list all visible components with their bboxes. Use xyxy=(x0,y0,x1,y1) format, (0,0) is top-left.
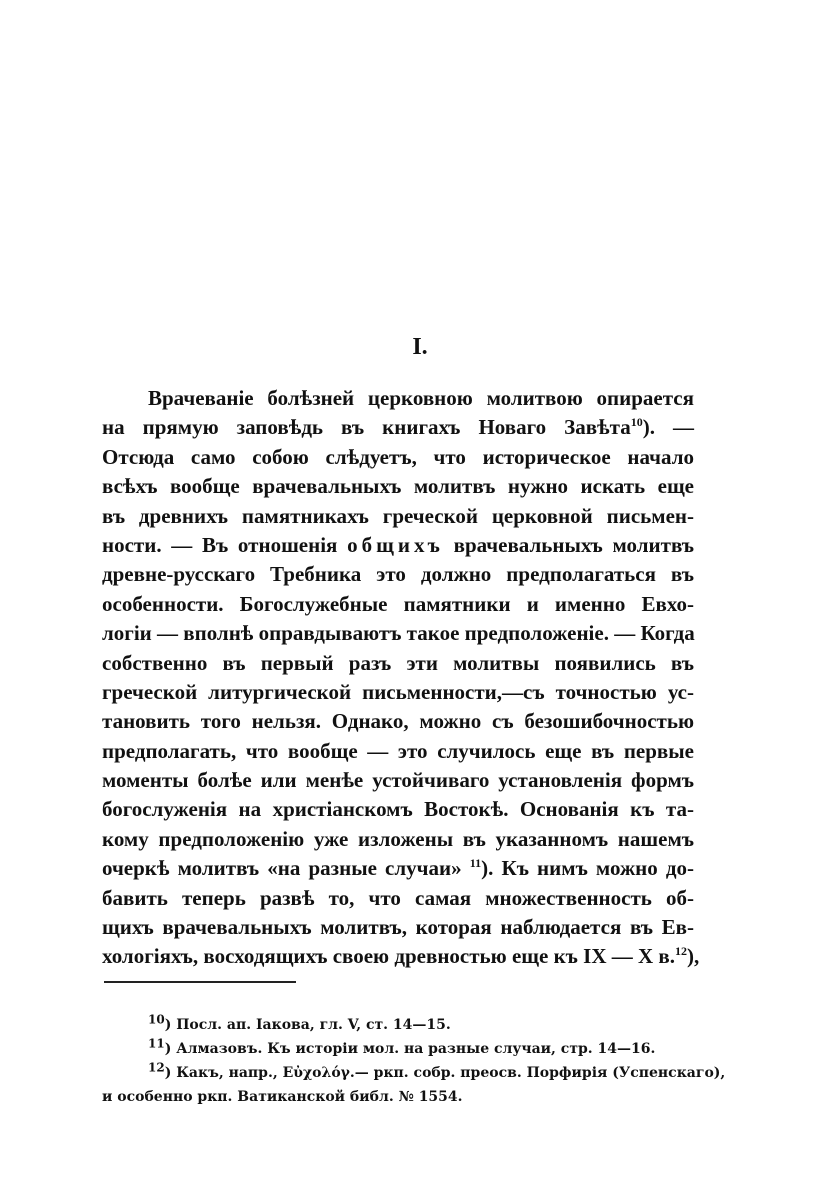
line-text: ), xyxy=(687,944,700,969)
text-line xyxy=(102,472,694,501)
section-number: I. xyxy=(412,334,428,360)
line-text: древне-русскаго Требника это должно предполагаться въ xyxy=(102,562,694,587)
emphasized-word: общихъ xyxy=(347,532,444,557)
text-line xyxy=(102,384,694,413)
line-text: моменты болѣе или менѣе устойчиваго установленія формъ xyxy=(102,768,694,793)
footnote-ref[interactable]: 10 xyxy=(630,415,643,430)
text-line xyxy=(102,502,694,531)
footnotes xyxy=(102,1012,726,1109)
text-line xyxy=(102,766,694,795)
line-text: хологіяхъ, восходящихъ своею древностью еще къ IX — X в. xyxy=(102,944,676,969)
line-text: особенности. Богослужебные памятники и именно Евхо- xyxy=(102,591,694,616)
text-line xyxy=(102,443,694,472)
text-line xyxy=(102,795,694,824)
line-text: въ древнихъ памятникахъ греческой церковной письмен- xyxy=(102,503,694,528)
line-text: очеркѣ молитвъ «на разные случаи» xyxy=(102,856,462,881)
footnote-mark: 11 xyxy=(148,1036,165,1051)
text-line xyxy=(102,737,694,766)
text-line xyxy=(102,707,694,736)
text-line xyxy=(102,825,694,854)
line-text: греческой литургической письменности,—съ точностью ус- xyxy=(102,679,694,704)
text-line xyxy=(102,560,694,589)
footnote xyxy=(102,1060,726,1085)
line-text: щихъ врачевальныхъ молитвъ, которая наблюдается въ Ев- xyxy=(102,915,694,940)
footnote-text: и особенно ркп. Ватиканской библ. № 1554. xyxy=(102,1089,463,1105)
line-text: предполагать, что вообще — это случилось еще въ первые xyxy=(102,738,694,763)
footnote-text: ) Какъ, напр., Εὐχολόγ.— ркп. собр. преосв. Порфирія (Успенскаго), xyxy=(164,1065,726,1081)
footnote-ref[interactable]: 12 xyxy=(675,944,688,959)
text-line xyxy=(102,531,694,560)
text-line xyxy=(102,854,694,883)
text-line xyxy=(102,413,694,442)
text-line xyxy=(102,619,694,648)
footnote-mark: 12 xyxy=(148,1060,165,1075)
text-line xyxy=(102,913,694,942)
line-text: Врачеваніе болѣзней церковною молитвою опирается xyxy=(148,386,694,410)
line-text: всѣхъ вообще врачевальныхъ молитвъ нужно искать еще xyxy=(102,474,694,499)
line-text: ). — xyxy=(642,415,694,440)
footnote-divider xyxy=(104,981,296,983)
text-line xyxy=(102,942,700,971)
text-line xyxy=(102,678,694,707)
line-text: богослуженія на христіанскомъ Востокѣ. Основанія къ та- xyxy=(102,797,694,822)
line-text: тановить того нельзя. Однако, можно съ безошибочностью xyxy=(102,709,694,734)
footnote-text: ) Алмазовъ. Къ исторіи мол. на разные случаи, стр. 14—16. xyxy=(164,1041,656,1057)
footnote-continuation xyxy=(102,1085,694,1109)
text-line xyxy=(102,590,694,619)
text-line xyxy=(102,884,694,913)
line-text: ). Къ нимъ можно до- xyxy=(481,856,695,881)
footnote xyxy=(102,1013,694,1037)
footnote-mark: 10 xyxy=(148,1012,165,1027)
line-text: Отсюда само собою слѣдуетъ, что историческое начало xyxy=(102,444,694,469)
line-text: собственно въ первый разъ эти молитвы появились въ xyxy=(102,650,694,675)
footnote-ref[interactable]: 11 xyxy=(469,856,482,871)
line-text: бавить теперь развѣ то, что самая множественность об- xyxy=(102,885,694,910)
footnote xyxy=(102,1037,694,1061)
line-text: логіи — вполнѣ оправдываютъ такое предположеніе. — Когда xyxy=(102,621,695,646)
footnote-text: ) Посл. ап. Іакова, гл. V, ст. 14—15. xyxy=(164,1017,451,1033)
line-text: на прямую заповѣдь въ книгахъ Новаго Завѣта xyxy=(102,415,631,440)
text-line xyxy=(102,649,694,678)
line-text: врачевальныхъ молитвъ xyxy=(453,532,695,557)
main-text xyxy=(102,384,700,972)
line-text: ности. — Въ отношенія xyxy=(102,532,338,557)
line-text: кому предположенію уже изложены въ указанномъ нашемъ xyxy=(102,826,694,851)
